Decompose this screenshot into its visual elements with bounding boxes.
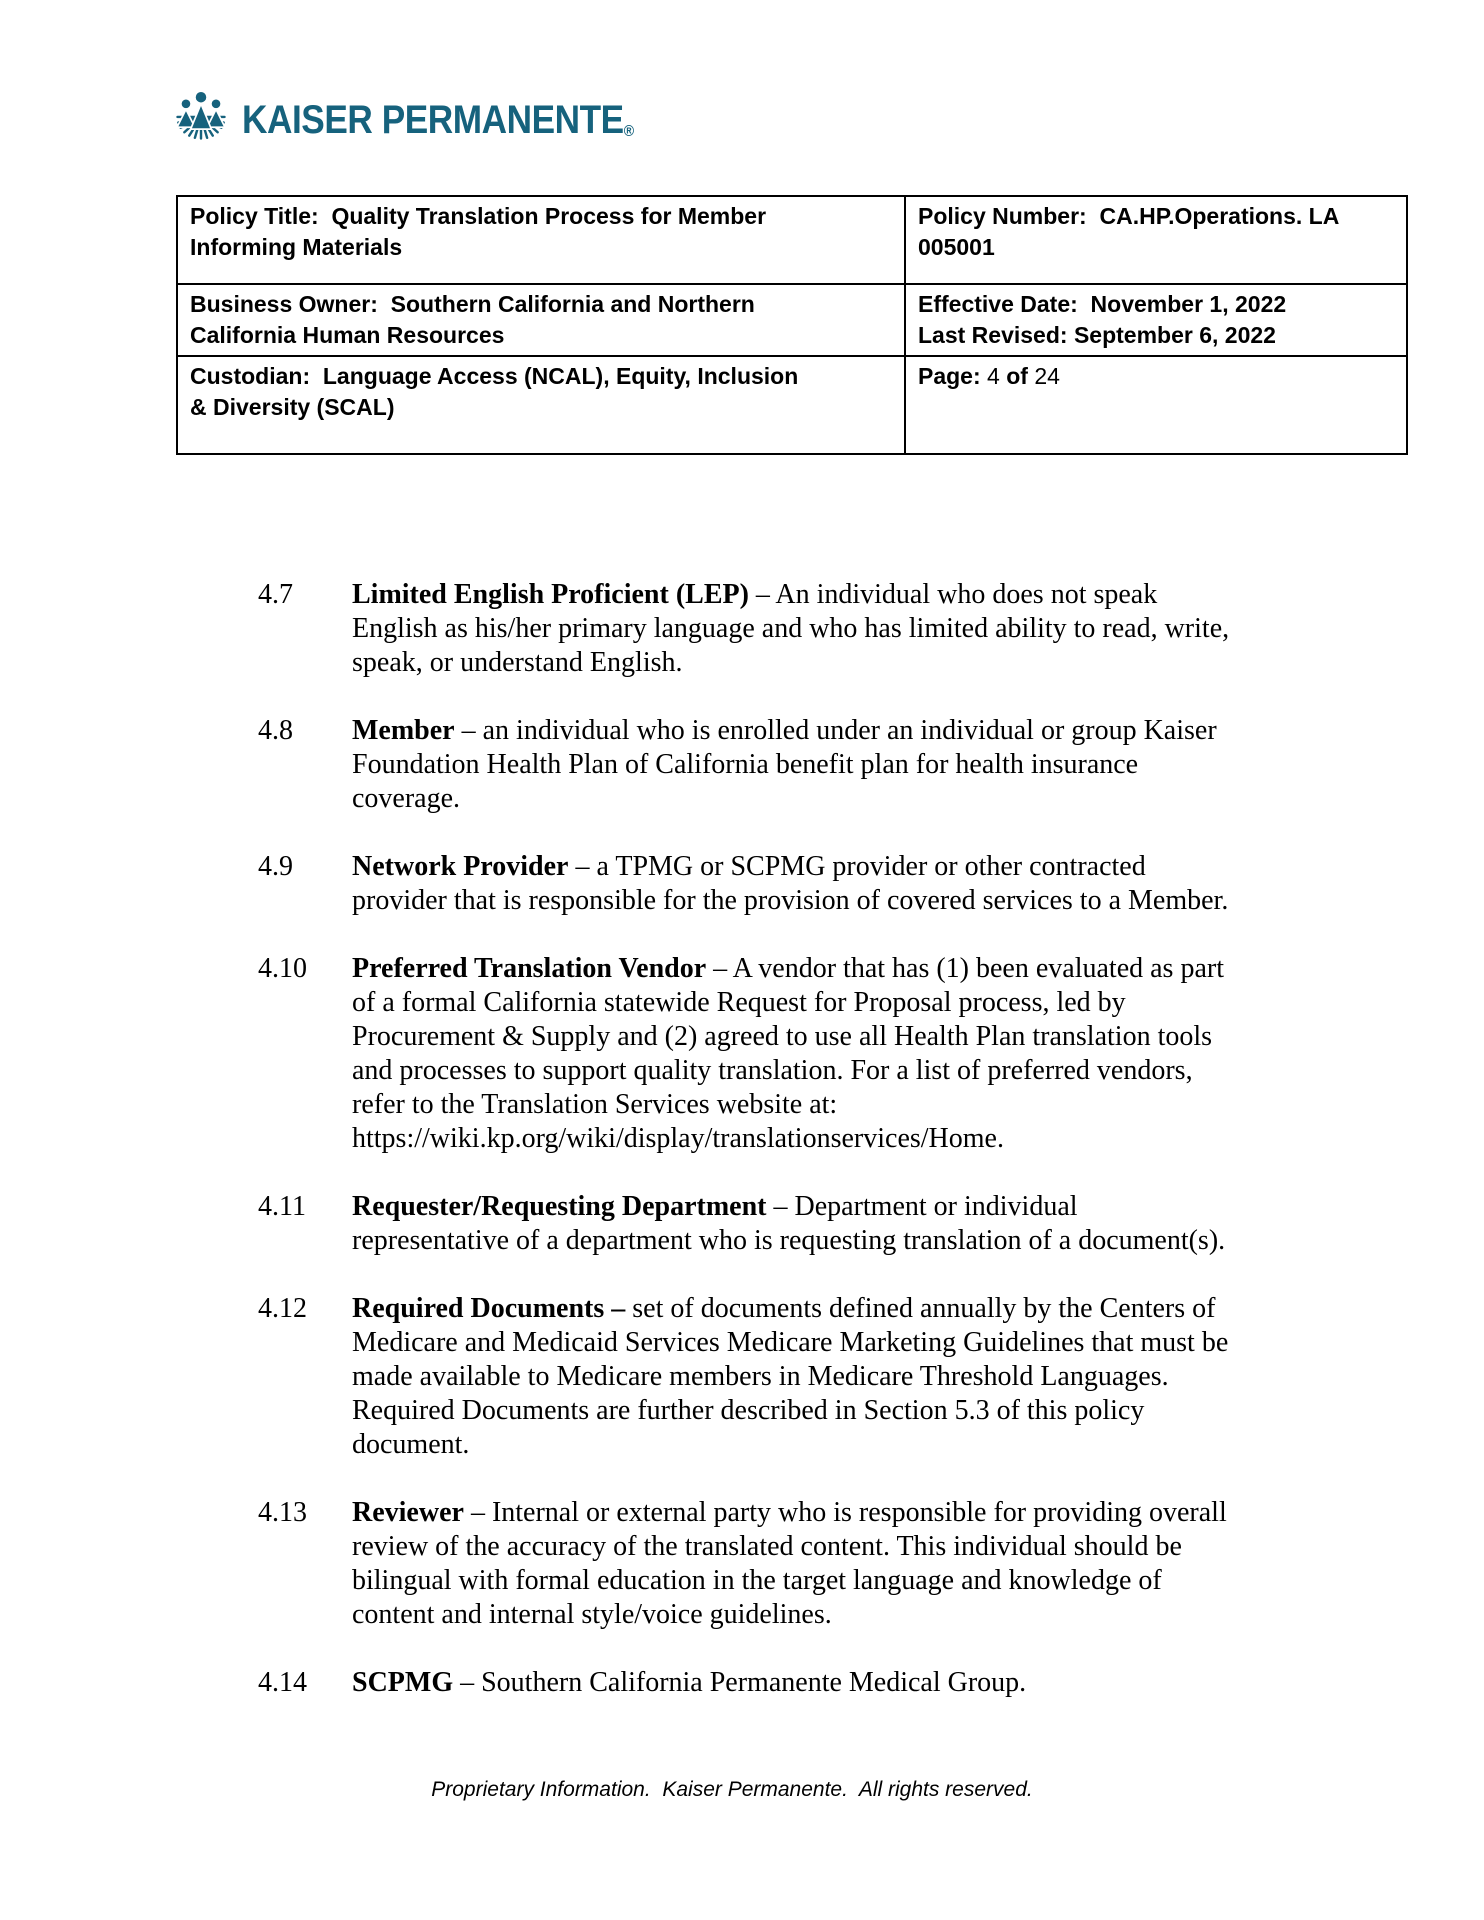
text-line: Member – an individual who is enrolled under an individual or group Kaiser [352,715,1217,746]
definitions-list [258,578,1229,1734]
definition-item-4-13 [258,1496,1229,1632]
section-number: 4.9 [258,851,293,882]
effective-date-line: Effective Date: November 1, 2022 [918,291,1287,317]
definition-item-4-12 [258,1292,1229,1462]
section-number: 4.10 [258,953,307,984]
policy-number-line: Policy Number: CA.HP.Operations. LA [918,203,1340,229]
registered-trademark-symbol: ® [623,123,635,140]
section-text [352,1666,1026,1700]
last-revised-line: Last Revised: September 6, 2022 [918,322,1276,348]
section-text [352,850,1228,918]
policy-title-cell [177,196,905,284]
text-line: of a formal California statewide Request for Proposal process, led by [352,987,1126,1018]
defined-term: Requester/Requesting Department [352,1191,767,1222]
section-text [352,714,1217,816]
page-label: Page: [918,363,981,389]
text-line: Reviewer – Internal or external party who is responsible for providing overall [352,1497,1227,1528]
section-number: 4.8 [258,715,293,746]
text-line: Required Documents – set of documents defined annually by the Centers of [352,1293,1216,1324]
text-line: review of the accuracy of the translated content. This individual should be [352,1531,1182,1562]
text-line: Medicare and Medicaid Services Medicare Marketing Guidelines that must be [352,1327,1229,1358]
text-line: bilingual with formal education in the target language and knowledge of [352,1565,1162,1596]
text-line: Network Provider – a TPMG or SCPMG provider or other contracted [352,851,1146,882]
defined-term: Required Documents – [352,1293,626,1324]
policy-number-cell [905,196,1407,284]
page-number-field [918,361,1396,392]
text-line: Procurement & Supply and (2) agreed to use all Health Plan translation tools [352,1021,1213,1052]
text-line: SCPMG – Southern California Permanente Medical Group. [352,1667,1027,1698]
kaiser-permanente-wordmark: KAISER PERMANENTE® [242,98,635,142]
definition-item-4-8 [258,714,1229,816]
section-number: 4.13 [258,1497,307,1528]
text-line: representative of a department who is requesting translation of a document(s). [352,1225,1226,1256]
policy-header-table [176,195,1408,455]
defined-term: SCPMG [352,1667,454,1698]
text-line: Limited English Proficient (LEP) – An individual who does not speak [352,579,1158,610]
page-current: 4 [980,363,1007,389]
text-line: coverage. [352,783,461,814]
definition-item-4-9 [258,850,1229,918]
section-number: 4.7 [258,579,293,610]
custodian-line: Custodian: Language Access (NCAL), Equity, Inclusion [190,363,799,389]
section-number: 4.12 [258,1293,307,1324]
text-line: speak, or understand English. [352,647,683,678]
section-text [352,1292,1228,1462]
text-line: Requester/Requesting Department – Department or individual [352,1191,1078,1222]
text-line: and processes to support quality translation. For a list of preferred vendors, [352,1055,1193,1086]
text-line: Required Documents are further described in Section 5.3 of this policy [352,1395,1145,1426]
text-line: refer to the Translation Services website at: [352,1089,838,1120]
defined-term: Network Provider [352,851,569,882]
business-owner-cell [177,284,905,356]
text-line: English as his/her primary language and who has limited ability to read, write, [352,613,1230,644]
section-text [352,578,1229,680]
text-line: document. [352,1429,470,1460]
text-line: content and internal style/voice guidelines. [352,1599,832,1630]
proprietary-footer: Proprietary Information. Kaiser Permanente. All rights reserved. [431,1778,1033,1801]
page-number-cell [905,356,1407,454]
text-line: Foundation Health Plan of California benefit plan for health insurance [352,749,1139,780]
effective-date-cell [905,284,1407,356]
defined-term: Limited English Proficient (LEP) [352,579,749,610]
policy-title-line: Informing Materials [190,234,403,260]
custodian-line: & Diversity (SCAL) [190,394,395,420]
section-text [352,1496,1227,1632]
table-row [177,284,1407,356]
text-line: Preferred Translation Vendor – A vendor that has (1) been evaluated as part [352,953,1224,984]
table-row [177,356,1407,454]
definition-item-4-7 [258,578,1229,680]
policy-title-line: Policy Title: Quality Translation Process for Member [190,203,767,229]
text-line: made available to Medicare members in Medicare Threshold Languages. [352,1361,1169,1392]
business-owner-line: California Human Resources [190,322,505,348]
section-text [352,952,1224,1156]
translation-services-url: https://wiki.kp.org/wiki/display/translationservices/Home. [352,1123,1004,1154]
defined-term: Member [352,715,455,746]
kaiser-logo-people-sunburst-icon [170,88,232,144]
business-owner-line: Business Owner: Southern California and Northern [190,291,755,317]
page-total: 24 [1027,363,1060,389]
definition-item-4-11 [258,1190,1229,1258]
definition-item-4-14 [258,1666,1229,1700]
text-line: provider that is responsible for the provision of covered services to a Member. [352,885,1229,916]
definition-item-4-10 [258,952,1229,1156]
section-text [352,1190,1225,1258]
section-number: 4.14 [258,1667,307,1698]
defined-term: Reviewer [352,1497,464,1528]
section-number: 4.11 [258,1191,306,1222]
custodian-cell [177,356,905,454]
page-of-label: of [1006,363,1028,389]
defined-term: Preferred Translation Vendor [352,953,707,984]
policy-number-line: 005001 [918,234,995,260]
table-row [177,196,1407,284]
